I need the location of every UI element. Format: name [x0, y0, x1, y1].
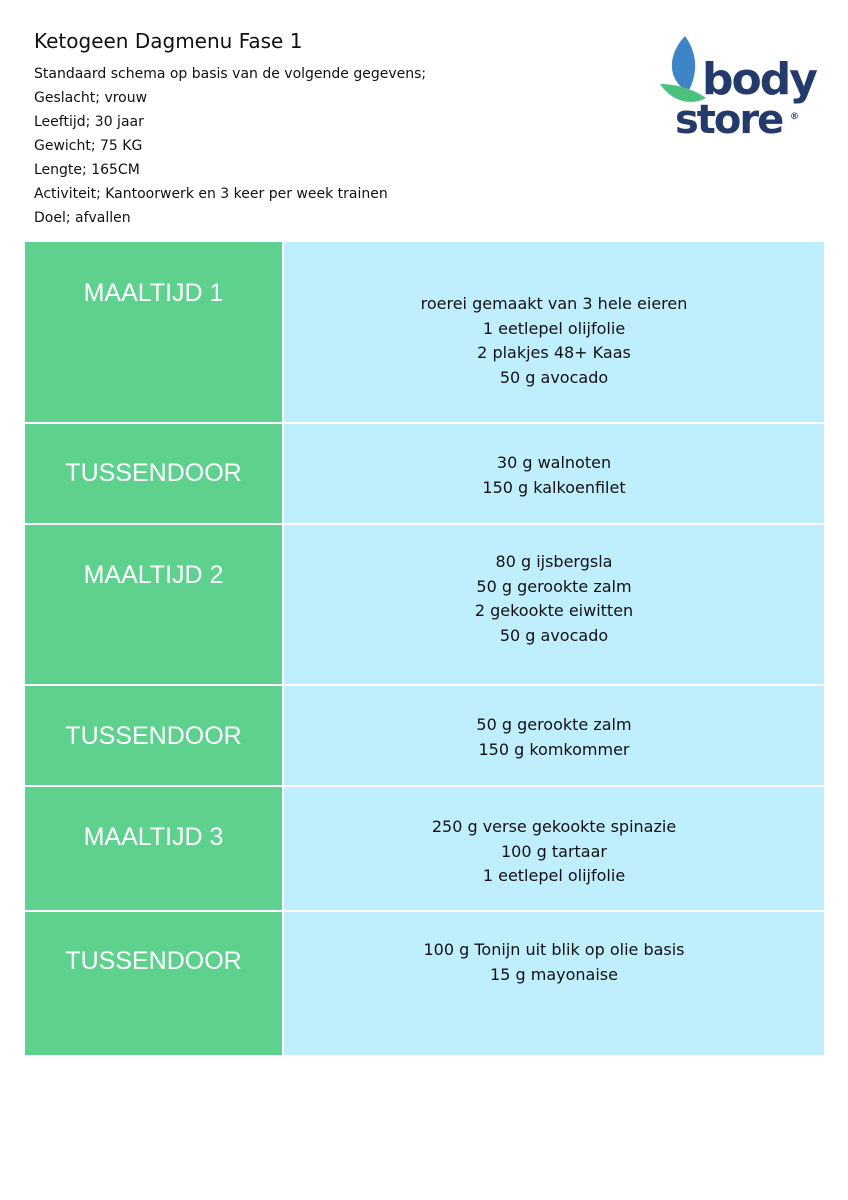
logo-word-store: store — [675, 97, 783, 143]
food-list — [284, 938, 824, 987]
food-item: 80 g ijsbergsla — [495, 552, 613, 571]
food-item: 1 eetlepel olijfolie — [482, 866, 626, 885]
meal-label: TUSSENDOOR — [65, 459, 242, 487]
food-item: 1 eetlepel olijfolie — [482, 318, 626, 338]
logo-registered-mark: ® — [790, 112, 799, 122]
meal-label: TUSSENDOOR — [65, 947, 242, 975]
meal-label-cell — [25, 525, 282, 684]
meal-table — [25, 242, 824, 1055]
meal-content-cell — [284, 787, 824, 910]
meal-label-cell — [25, 787, 282, 910]
food-item: roerei gemaakt van 3 hele eieren — [420, 294, 688, 313]
food-item: 150 g kalkoenfilet — [482, 477, 626, 497]
info-goal: Doel; afvallen — [34, 210, 131, 226]
food-list — [284, 292, 824, 390]
info-gender: Geslacht; vrouw — [34, 90, 148, 106]
bodystore-logo — [658, 34, 828, 142]
food-item: 100 g Tonijn uit blik op olie basis — [423, 940, 685, 959]
meal-label: TUSSENDOOR — [65, 722, 242, 750]
food-list — [284, 550, 824, 648]
document-header — [34, 28, 634, 230]
info-weight: Gewicht; 75 KG — [34, 138, 143, 154]
meal-label: MAALTIJD 2 — [83, 561, 224, 589]
table-row — [25, 787, 824, 910]
meal-content-cell — [284, 242, 824, 422]
food-item: 2 plakjes 48+ Kaas — [477, 343, 631, 362]
food-list — [284, 451, 824, 500]
meal-content-cell — [284, 686, 824, 785]
meal-label-cell — [25, 912, 282, 1055]
table-row — [25, 424, 824, 523]
food-item: 2 gekookte eiwitten — [474, 601, 634, 620]
food-item: 50 g gerookte zalm — [476, 576, 632, 596]
food-item: 15 g mayonaise — [490, 964, 618, 984]
food-item: 150 g komkommer — [478, 739, 630, 759]
table-row — [25, 686, 824, 785]
food-list — [284, 815, 824, 889]
info-intro: Standaard schema op basis van de volgende gegevens; — [34, 66, 427, 82]
food-item: 100 g tartaar — [501, 841, 607, 861]
meal-label: MAALTIJD 3 — [83, 823, 224, 851]
meal-label-cell — [25, 424, 282, 523]
meal-label-cell — [25, 686, 282, 785]
meal-content-cell — [284, 424, 824, 523]
food-item: 50 g avocado — [499, 625, 609, 645]
info-height: Lengte; 165CM — [34, 162, 140, 178]
meal-label-cell — [25, 242, 282, 422]
food-item: 50 g avocado — [499, 367, 609, 387]
logo-word-body: body — [702, 54, 816, 105]
food-list — [284, 713, 824, 762]
info-age: Leeftijd; 30 jaar — [34, 114, 144, 130]
food-item: 250 g verse gekookte spinazie — [431, 817, 677, 836]
document-title: Ketogeen Dagmenu Fase 1 — [34, 29, 303, 53]
info-activity: Activiteit; Kantoorwerk en 3 keer per week trainen — [34, 186, 388, 202]
meal-content-cell — [284, 912, 824, 1055]
meal-content-cell — [284, 525, 824, 684]
table-row — [25, 912, 824, 1055]
food-item: 50 g gerookte zalm — [476, 715, 632, 734]
meal-label: MAALTIJD 1 — [83, 279, 224, 307]
table-row — [25, 242, 824, 422]
food-item: 30 g walnoten — [496, 453, 612, 472]
table-row — [25, 525, 824, 684]
